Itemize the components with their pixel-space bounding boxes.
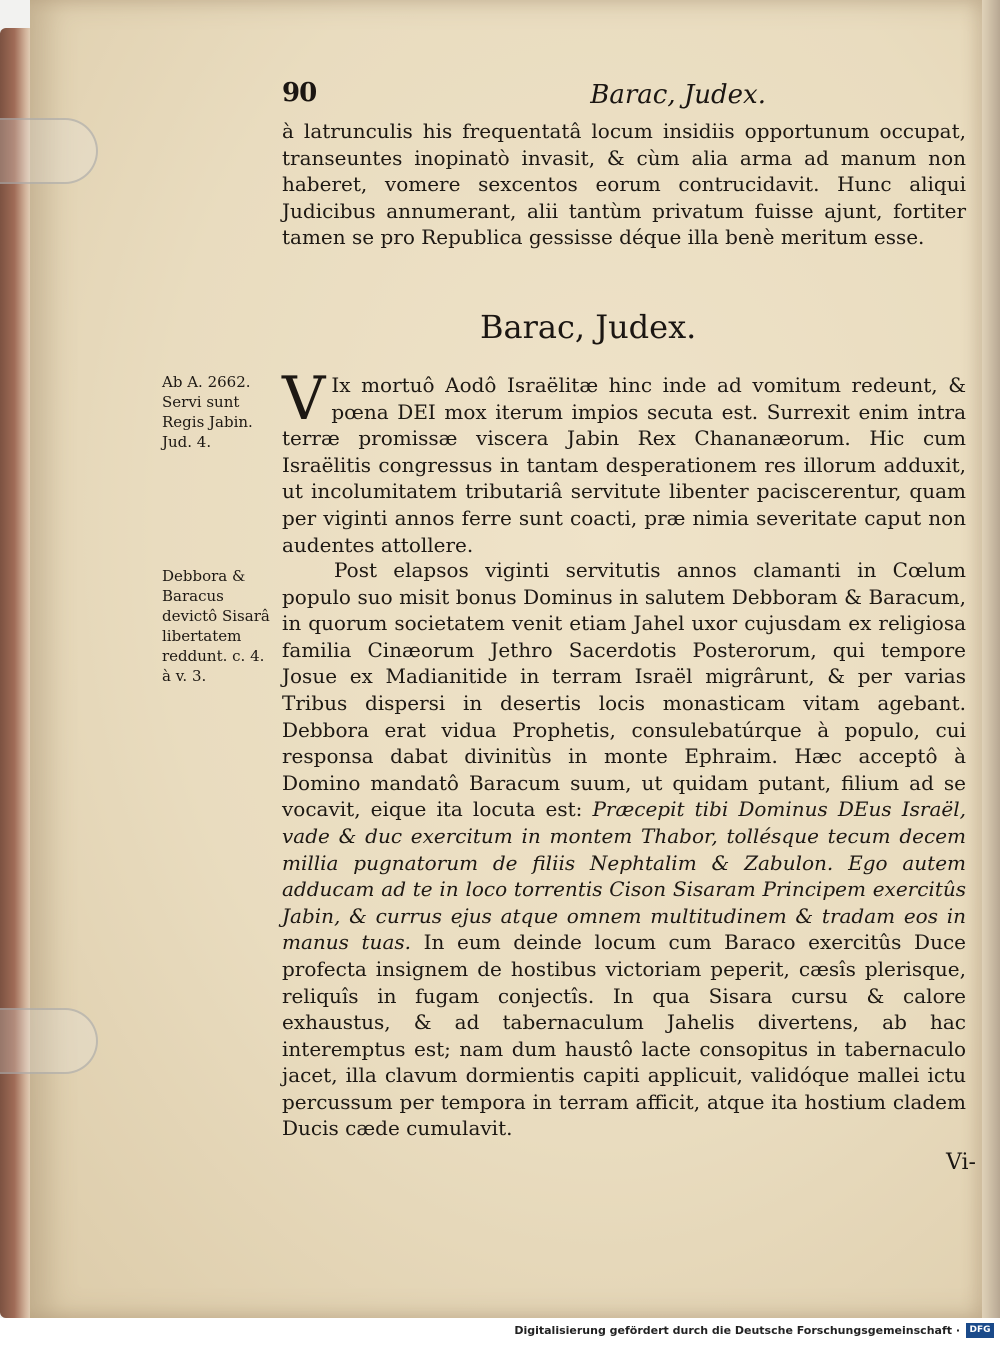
running-title: Barac, Judex. bbox=[590, 80, 766, 110]
paragraph-3-part-1: Post elapsos viginti servitutis annos clamanti in Cœlum populo suo misit bonus Dominus in salutem Debboram & Baracum, in quorum societatem venit etiam Jahel uxor cujusdam ex religiosa familia Cinæorum Jethro Sacerdotis Posterorum, qui tempore Josue ex Madianitide in terram Israël migrârunt, & per varias Tribus dispersi in desertis locis monasticam vitam agebant. Debbora erat vidua Prophetis, consulebatúrque à populo, cui responsa dabat divinitùs in monte Ephraim. Hæc acceptô à Domino mandatô Baracum suum, ut quidam putant, filium ad se vocavit, eique ita locuta est: bbox=[282, 558, 966, 822]
dfg-logo-icon: DFG bbox=[966, 1323, 994, 1338]
paragraph-3-quote: Præcepit tibi Dominus DEus Israël, vade & duc exercitum in montem Thabor, tollésque tecum decem millia pugnatorum de filiis Nephtalim & Zabulon. Ego autem adducam ad te in loco torrentis Cison Sisaram Principem exercitûs Jabin, & currus ejus atque omnem multitudinem & tradam eos in manus tuas. bbox=[282, 797, 966, 955]
footer-strip bbox=[0, 1318, 1000, 1345]
margin-note-2: Debbora & Baracus devictô Sisarâ libertatem reddunt. c. 4. à v. 3. bbox=[162, 567, 270, 685]
paragraph-2 bbox=[282, 364, 966, 558]
paragraph-3-part-2: In eum deinde locum cum Baraco exercitûs Duce profecta insignem de hostibus victoriam peperit, cæsîs plerisque, reliquîs in fugam conjectîs. In qua Sisara cursu & calore exhaustus, & ad tabernaculum Jahelis divertens, ab hac interemptus est; nam dum haustô lacte consopitus in tabernaculo jacet, illa clavum dormientis capiti applicuit, validóque mallei ictu percussum per tempora in terram afficit, atque ita hostium cladem Ducis cæde cumulavit. bbox=[282, 930, 966, 1141]
page-clip-top bbox=[0, 118, 98, 184]
paragraph-3 bbox=[282, 557, 966, 1142]
text-block-opening bbox=[282, 118, 966, 278]
catchword: Vi- bbox=[946, 1150, 976, 1175]
text-block-section-start bbox=[282, 364, 966, 558]
paragraph-1: à latrunculis his frequentatâ locum insidiis opportunum occupat, transeuntes inopinatò invasit, & cùm alia arma ad manum non haberet, vomere sexcentos eorum contrucidavit. Hunc aliqui Judicibus annumerant, alii tantùm privatum fuisse ajunt, fortiter tamen se pro Republica gessisse déque illa benè meritum esse. bbox=[282, 119, 966, 250]
running-head bbox=[282, 78, 766, 118]
drop-cap-initial: V bbox=[282, 364, 326, 434]
page-number: 90 bbox=[282, 78, 317, 108]
text-block-main bbox=[282, 557, 966, 1167]
paragraph-2-text: Ix mortuô Aodô Israëlitæ hinc inde ad vomitum redeunt, & pœna DEI mox iterum impios secuta est. Surrexit enim intra terræ promissæ viscera Jabin Rex Chananæorum. Hic cum Israëlitis congressus in tantam desperationem res illorum adduxit, ut incolumitatem tributariâ servitute libenter paciscerentur, quam per viginti annos ferre sunt coacti, præ nimia severitate caput non audentes attollere. bbox=[282, 373, 966, 557]
book-edge-left bbox=[0, 28, 32, 1318]
margin-note-1: Ab A. 2662. Servi sunt Regis Jabin. Jud. 4. bbox=[162, 373, 253, 451]
page-clip-bottom bbox=[0, 1008, 98, 1074]
footer-credit: Digitalisierung gefördert durch die Deutsche Forschungsgemeinschaft · bbox=[514, 1324, 960, 1337]
section-heading: Barac, Judex. bbox=[480, 308, 697, 346]
